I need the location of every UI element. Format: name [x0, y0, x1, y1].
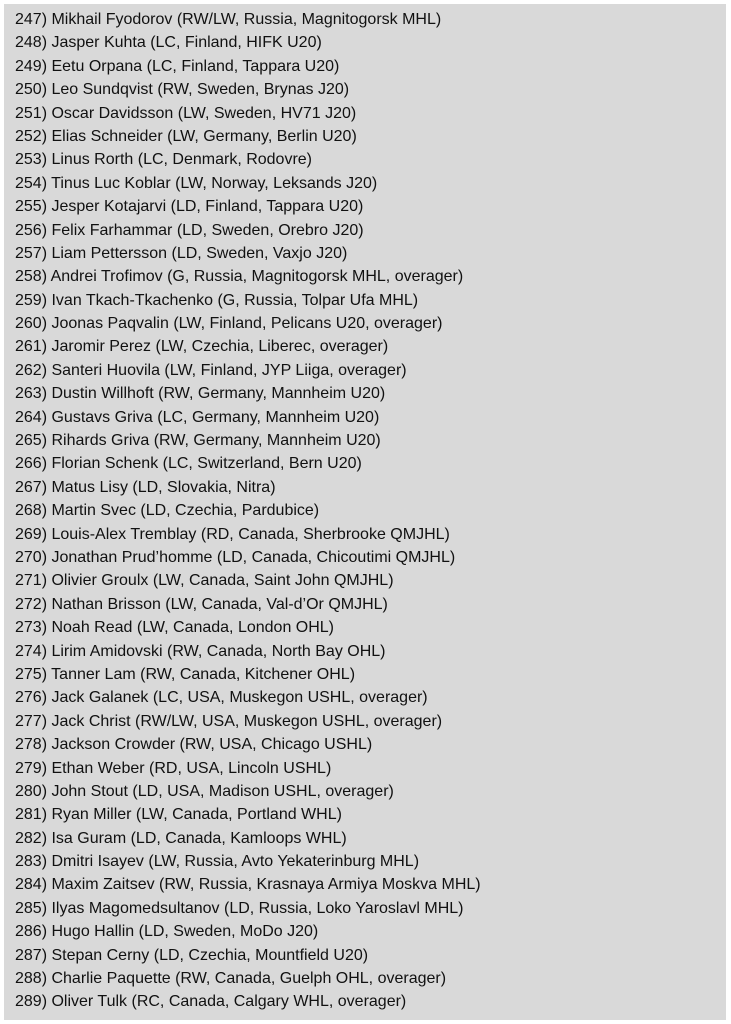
list-item: 253) Linus Rorth (LC, Denmark, Rodovre) [15, 151, 313, 169]
list-item: 275) Tanner Lam (RW, Canada, Kitchener OHL) [15, 665, 356, 683]
list-item: 252) Elias Schneider (LW, Germany, Berlin U20) [15, 127, 357, 145]
list-item: 273) Noah Read (LW, Canada, London OHL) [15, 619, 335, 637]
list-item: 257) Liam Pettersson (LD, Sweden, Vaxjo J20) [15, 244, 348, 262]
list-item: 256) Felix Farhammar (LD, Sweden, Orebro J20) [15, 221, 364, 239]
list-item: 250) Leo Sundqvist (RW, Sweden, Brynas J20) [15, 81, 350, 99]
list-item: 278) Jackson Crowder (RW, USA, Chicago USHL) [15, 736, 373, 754]
list-item: 255) Jesper Kotajarvi (LD, Finland, Tappara U20) [15, 198, 364, 216]
list-item: 268) Martin Svec (LD, Czechia, Pardubice) [15, 502, 320, 520]
list-item: 247) Mikhail Fyodorov (RW/LW, Russia, Magnitogorsk MHL) [15, 11, 442, 28]
prospect-list-sheet [4, 4, 726, 1020]
list-item: 248) Jasper Kuhta (LC, Finland, HIFK U20) [15, 34, 322, 52]
list-item: 281) Ryan Miller (LW, Canada, Portland WHL) [15, 806, 342, 824]
list-item: 251) Oscar Davidsson (LW, Sweden, HV71 J20) [15, 104, 357, 122]
list-item: 288) Charlie Paquette (RW, Canada, Guelph OHL, overager) [15, 970, 447, 988]
list-item: 279) Ethan Weber (RD, USA, Lincoln USHL) [15, 759, 332, 777]
list-item: 264) Gustavs Griva (LC, Germany, Mannheim U20) [15, 408, 380, 426]
list-item: 274) Lirim Amidovski (RW, Canada, North Bay OHL) [15, 642, 386, 660]
list-item: 270) Jonathan Prud’homme (LD, Canada, Chicoutimi QMJHL) [15, 548, 456, 566]
list-item: 287) Stepan Cerny (LD, Czechia, Mountfield U20) [15, 946, 369, 964]
list-item: 280) John Stout (LD, USA, Madison USHL, overager) [15, 782, 394, 800]
list-item: 260) Joonas Paqvalin (LW, Finland, Pelicans U20, overager) [15, 315, 443, 333]
list-item: 265) Rihards Griva (RW, Germany, Mannheim U20) [15, 432, 381, 450]
list-item: 286) Hugo Hallin (LD, Sweden, MoDo J20) [15, 923, 319, 941]
list-item: 272) Nathan Brisson (LW, Canada, Val-d’Or QMJHL) [15, 595, 388, 613]
list-item: 284) Maxim Zaitsev (RW, Russia, Krasnaya Armiya Moskva MHL) [15, 876, 481, 894]
list-item: 249) Eetu Orpana (LC, Finland, Tappara U20) [15, 57, 340, 75]
list-item: 271) Olivier Groulx (LW, Canada, Saint John QMJHL) [15, 572, 394, 590]
list-item: 267) Matus Lisy (LD, Slovakia, Nitra) [15, 478, 276, 496]
list-item: 259) Ivan Tkach-Tkachenko (G, Russia, Tolpar Ufa MHL) [15, 291, 419, 309]
list-item: 263) Dustin Willhoft (RW, Germany, Mannheim U20) [15, 385, 386, 403]
list-item: 289) Oliver Tulk (RC, Canada, Calgary WHL, overager) [15, 993, 407, 1011]
list-item: 258) Andrei Trofimov (G, Russia, Magnitogorsk MHL, overager) [15, 268, 464, 286]
list-item: 277) Jack Christ (RW/LW, USA, Muskegon USHL, overager) [15, 712, 443, 730]
list-item: 261) Jaromir Perez (LW, Czechia, Liberec, overager) [15, 338, 389, 356]
list-item: 282) Isa Guram (LD, Canada, Kamloops WHL) [15, 829, 347, 847]
prospect-list [15, 8, 726, 1014]
list-item: 262) Santeri Huovila (LW, Finland, JYP Liiga, overager) [15, 361, 407, 379]
list-item: 285) Ilyas Magomedsultanov (LD, Russia, Loko Yaroslavl MHL) [15, 899, 464, 917]
list-item: 266) Florian Schenk (LC, Switzerland, Bern U20) [15, 455, 362, 473]
list-item: 276) Jack Galanek (LC, USA, Muskegon USHL, overager) [15, 689, 428, 707]
list-item: 283) Dmitri Isayev (LW, Russia, Avto Yekaterinburg MHL) [15, 853, 420, 871]
list-item: 269) Louis-Alex Tremblay (RD, Canada, Sherbrooke QMJHL) [15, 525, 450, 543]
list-item: 254) Tinus Luc Koblar (LW, Norway, Leksands J20) [15, 174, 378, 192]
